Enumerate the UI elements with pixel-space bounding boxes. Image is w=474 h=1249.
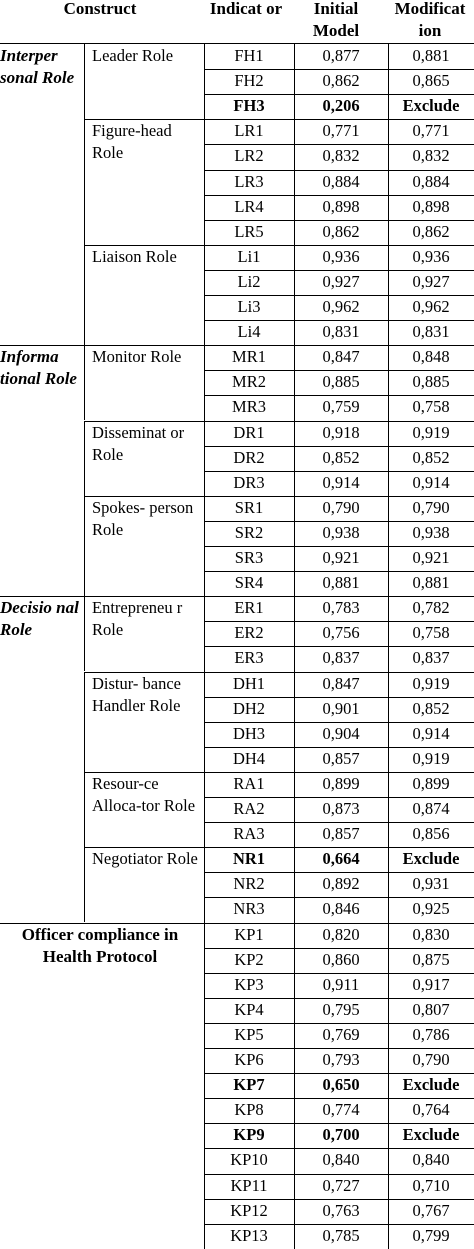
- sub-construct-divider: [84, 772, 85, 847]
- sub-construct-divider: [84, 245, 85, 345]
- initial-model-cell: 0,938: [322, 522, 360, 542]
- modification-cell: 0,790: [412, 1050, 450, 1069]
- modification-cell: 0,899: [412, 773, 450, 793]
- modification-cell: 0,914: [412, 723, 450, 743]
- indicator-cell: KP1: [234, 924, 264, 944]
- modification-cell: 0,914: [412, 472, 450, 492]
- initial-model-cell: 0,921: [322, 548, 360, 567]
- sub-construct-label: Spokes- person Role: [92, 497, 194, 539]
- row-rule: [204, 948, 474, 949]
- header-initial-model: Initial Model: [312, 0, 360, 40]
- row-rule: [204, 521, 474, 522]
- sub-construct-divider: [84, 44, 85, 119]
- modification-cell: 0,799: [412, 1225, 450, 1245]
- row-rule: [204, 94, 474, 95]
- row-rule: [204, 621, 474, 622]
- initial-model-cell: 0,901: [322, 698, 360, 718]
- row-rule: [204, 998, 474, 999]
- indicator-cell: NR3: [233, 899, 265, 919]
- initial-model-cell: 0,840: [322, 1150, 360, 1170]
- indicator-cell: Li3: [237, 297, 261, 316]
- indicator-cell: KP10: [230, 1150, 268, 1170]
- sub-construct-rule: [84, 772, 474, 773]
- row-rule: [204, 1174, 474, 1175]
- construct-group-label: Decisio nal Role: [0, 598, 79, 640]
- row-rule: [204, 973, 474, 974]
- modification-cell: 0,885: [412, 372, 450, 392]
- sub-construct-label: Resour-ce Alloca-tor Role: [92, 773, 196, 815]
- row-rule: [204, 69, 474, 70]
- indicator-cell: MR1: [232, 347, 266, 367]
- modification-cell: 0,865: [412, 71, 450, 91]
- sub-construct-divider: [84, 421, 85, 496]
- header-construct: Construct: [63, 0, 137, 18]
- sub-construct-label: Monitor Role: [92, 347, 182, 367]
- modification-cell: 0,862: [412, 221, 450, 241]
- modification-cell: 0,840: [412, 1150, 450, 1170]
- modification-cell: 0,927: [412, 271, 450, 291]
- initial-model-cell: 0,936: [322, 246, 360, 266]
- modification-cell: 0,917: [412, 974, 450, 994]
- indicator-cell: SR3: [234, 548, 264, 567]
- initial-model-cell: 0,759: [322, 397, 360, 417]
- initial-model-cell: 0,847: [322, 347, 360, 367]
- row-rule: [204, 295, 474, 296]
- modification-cell: 0,790: [412, 497, 450, 517]
- row-rule: [204, 897, 474, 898]
- indicator-cell: KP5: [234, 1024, 264, 1044]
- initial-model-cell: 0,892: [322, 874, 360, 894]
- row-rule: [204, 395, 474, 396]
- modification-cell: 0,919: [412, 422, 450, 442]
- initial-model-cell: 0,857: [322, 748, 360, 768]
- modification-cell: 0,830: [412, 924, 450, 944]
- initial-model-cell: 0,837: [322, 648, 360, 668]
- modification-cell: 0,710: [412, 1175, 450, 1195]
- sub-construct-label: Disseminat or Role: [92, 422, 185, 464]
- row-rule: [204, 646, 474, 647]
- row-rule: [204, 446, 474, 447]
- modification-cell: 0,852: [412, 447, 450, 467]
- indicator-cell: FH3: [233, 96, 265, 116]
- header-modification: Modificat ion: [394, 0, 466, 40]
- indicator-cell: LR5: [234, 221, 264, 241]
- indicator-cell: LR4: [234, 196, 264, 216]
- initial-model-cell: 0,795: [322, 999, 360, 1019]
- indicator-cell: MR2: [232, 372, 266, 392]
- indicator-cell: LR3: [234, 171, 264, 191]
- initial-model-cell: 0,860: [322, 949, 360, 969]
- initial-model-cell: 0,832: [322, 146, 360, 166]
- construct-group-label: Informa tional Role: [0, 347, 77, 389]
- modification-cell: Exclude: [402, 1125, 460, 1145]
- row-rule: [204, 1023, 474, 1024]
- row-rule: [204, 195, 474, 196]
- row-rule: [204, 722, 474, 723]
- sub-construct-label: Figure-head Role: [92, 121, 172, 163]
- row-rule: [204, 1098, 474, 1099]
- row-rule: [204, 471, 474, 472]
- header-indicator: Indicat or: [209, 0, 283, 18]
- sub-construct-label: Liaison Role: [92, 246, 177, 266]
- row-rule: [204, 1199, 474, 1200]
- indicator-cell: MR3: [232, 397, 266, 417]
- group-rule: [0, 596, 474, 597]
- modification-cell: 0,938: [412, 522, 450, 542]
- initial-model-cell: 0,899: [322, 773, 360, 793]
- sub-construct-divider: [84, 672, 85, 772]
- initial-model-cell: 0,727: [322, 1175, 360, 1195]
- modification-cell: 0,856: [412, 824, 450, 844]
- row-rule: [204, 571, 474, 572]
- indicator-cell: RA3: [233, 824, 265, 844]
- initial-model-cell: 0,862: [322, 221, 360, 241]
- initial-model-cell: 0,857: [322, 824, 360, 844]
- indicator-cell: ER3: [234, 648, 264, 668]
- row-rule: [204, 370, 474, 371]
- modification-cell: 0,919: [412, 673, 450, 693]
- modification-cell: 0,771: [412, 121, 450, 141]
- sub-construct-rule: [84, 847, 474, 848]
- indicator-cell: DR2: [233, 447, 265, 467]
- row-rule: [204, 797, 474, 798]
- modification-cell: 0,758: [412, 623, 450, 643]
- row-rule: [204, 220, 474, 221]
- initial-model-cell: 0,793: [322, 1050, 360, 1069]
- modification-cell: 0,837: [412, 648, 450, 668]
- modification-cell: 0,936: [412, 246, 450, 266]
- sub-construct-rule: [84, 496, 474, 497]
- modification-cell: 0,874: [412, 799, 450, 818]
- indicator-cell: KP6: [234, 1050, 264, 1069]
- initial-model-cell: 0,847: [322, 673, 360, 693]
- indicator-cell: KP13: [230, 1225, 268, 1245]
- indicator-cell: RA1: [233, 773, 265, 793]
- sub-construct-divider: [84, 119, 85, 245]
- modification-cell: 0,786: [412, 1024, 450, 1044]
- sub-construct-rule: [84, 421, 474, 422]
- modification-cell: Exclude: [402, 849, 460, 869]
- modification-cell: Exclude: [402, 1075, 460, 1095]
- initial-model-cell: 0,914: [322, 472, 360, 492]
- modification-cell: 0,931: [412, 874, 450, 894]
- initial-model-cell: 0,790: [322, 497, 360, 517]
- indicator-cell: DH3: [232, 723, 266, 743]
- initial-model-cell: 0,862: [322, 71, 360, 91]
- indicator-cell: NR2: [233, 874, 265, 894]
- indicator-cell: FH2: [234, 71, 264, 91]
- indicator-cell: Li4: [237, 322, 261, 342]
- indicator-cell: DR3: [233, 472, 265, 492]
- row-rule: [204, 320, 474, 321]
- initial-model-cell: 0,650: [322, 1075, 360, 1095]
- initial-model-cell: 0,769: [322, 1024, 360, 1044]
- initial-model-cell: 0,846: [322, 899, 360, 919]
- indicator-cell: KP9: [233, 1125, 265, 1145]
- indicator-cell: ER2: [234, 623, 264, 643]
- modification-cell: 0,764: [412, 1100, 450, 1120]
- indicator-cell: FH1: [234, 46, 264, 65]
- modification-cell: 0,884: [412, 171, 450, 191]
- indicator-cell: SR4: [234, 573, 264, 593]
- initial-model-cell: 0,885: [322, 372, 360, 392]
- modification-cell: 0,848: [412, 347, 450, 367]
- row-rule: [204, 144, 474, 145]
- initial-model-cell: 0,873: [322, 799, 360, 818]
- header-rule: [0, 43, 474, 44]
- row-rule: [204, 822, 474, 823]
- modification-cell: 0,919: [412, 748, 450, 768]
- sub-construct-divider: [84, 345, 85, 420]
- modification-cell: 0,782: [412, 598, 450, 618]
- row-rule: [204, 747, 474, 748]
- initial-model-cell: 0,852: [322, 447, 360, 467]
- modification-cell: 0,852: [412, 698, 450, 718]
- indicator-cell: KP11: [230, 1175, 268, 1195]
- modification-cell: 0,881: [412, 46, 450, 65]
- initial-model-cell: 0,206: [322, 96, 360, 116]
- initial-model-cell: 0,700: [322, 1125, 360, 1145]
- initial-model-cell: 0,898: [322, 196, 360, 216]
- sub-construct-rule: [84, 245, 474, 246]
- modification-cell: 0,758: [412, 397, 450, 417]
- row-rule: [204, 1148, 474, 1149]
- sub-construct-divider: [84, 596, 85, 671]
- indicator-cell: KP8: [234, 1100, 264, 1120]
- initial-model-cell: 0,962: [322, 297, 360, 316]
- sub-construct-rule: [84, 672, 474, 673]
- initial-model-cell: 0,783: [322, 598, 360, 618]
- indicator-cell: DR1: [233, 422, 265, 442]
- initial-model-cell: 0,831: [322, 322, 360, 342]
- indicator-cell: KP2: [234, 949, 264, 969]
- indicator-cell: KP3: [234, 974, 264, 994]
- modification-cell: Exclude: [402, 96, 460, 116]
- construct-group-label: Interper sonal Role: [0, 46, 75, 87]
- initial-model-cell: 0,820: [322, 924, 360, 944]
- indicator-cell: DH2: [232, 698, 266, 718]
- modification-cell: 0,898: [412, 196, 450, 216]
- modification-cell: 0,925: [412, 899, 450, 919]
- group-rule: [0, 345, 474, 346]
- initial-model-cell: 0,756: [322, 623, 360, 643]
- sub-construct-rule: [84, 119, 474, 120]
- indicator-cell: DH1: [232, 673, 266, 693]
- sub-construct-label: Negotiator Role: [92, 849, 198, 869]
- construct-group-label: Officer compliance in Health Protocol: [21, 924, 179, 966]
- row-rule: [204, 1224, 474, 1225]
- row-rule: [204, 546, 474, 547]
- row-rule: [204, 872, 474, 873]
- modification-divider: [388, 44, 389, 1249]
- indicator-divider: [204, 44, 205, 1249]
- sub-construct-divider: [84, 496, 85, 596]
- modification-cell: 0,962: [412, 297, 450, 316]
- indicator-cell: SR2: [234, 522, 264, 542]
- modification-cell: 0,807: [412, 999, 450, 1019]
- indicator-cell: KP12: [230, 1200, 268, 1220]
- modification-cell: 0,921: [412, 548, 450, 567]
- modification-cell: 0,875: [412, 949, 450, 969]
- indicator-cell: NR1: [232, 849, 266, 869]
- indicator-cell: ER1: [234, 598, 264, 618]
- row-rule: [204, 170, 474, 171]
- indicator-cell: Li1: [237, 246, 261, 266]
- sub-construct-label: Entrepreneu r Role: [92, 598, 183, 640]
- row-rule: [204, 270, 474, 271]
- row-rule: [204, 1048, 474, 1049]
- initial-model-cell: 0,774: [322, 1100, 360, 1120]
- initial-model-cell: 0,881: [322, 573, 360, 593]
- modification-cell: 0,832: [412, 146, 450, 166]
- indicator-cell: Li2: [237, 271, 261, 291]
- row-rule: [204, 1073, 474, 1074]
- initial-model-cell: 0,785: [322, 1225, 360, 1245]
- modification-cell: 0,831: [412, 322, 450, 342]
- initial-model-cell: 0,904: [322, 723, 360, 743]
- indicator-cell: LR2: [234, 146, 264, 166]
- sub-construct-divider: [84, 847, 85, 922]
- indicator-cell: DH4: [232, 748, 266, 768]
- indicator-cell: RA2: [233, 799, 265, 818]
- indicator-cell: KP7: [233, 1075, 265, 1095]
- indicator-cell: LR1: [234, 121, 264, 141]
- initial-model-cell: 0,763: [322, 1200, 360, 1220]
- initial-model-cell: 0,664: [322, 849, 360, 869]
- row-rule: [204, 1123, 474, 1124]
- initial-model-cell: 0,911: [322, 974, 360, 994]
- initial-model-cell: 0,918: [322, 422, 360, 442]
- group-rule: [0, 923, 474, 924]
- initial-model-divider: [294, 44, 295, 1249]
- indicator-cell: KP4: [234, 999, 264, 1019]
- initial-model-cell: 0,771: [322, 121, 360, 141]
- indicator-cell: SR1: [234, 497, 264, 517]
- sub-construct-label: Distur- bance Handler Role: [92, 673, 182, 715]
- initial-model-cell: 0,884: [322, 171, 360, 191]
- modification-cell: 0,767: [412, 1200, 450, 1220]
- initial-model-cell: 0,877: [322, 46, 360, 65]
- initial-model-cell: 0,927: [322, 271, 360, 291]
- modification-cell: 0,881: [412, 573, 450, 593]
- sub-construct-label: Leader Role: [92, 46, 174, 65]
- row-rule: [204, 697, 474, 698]
